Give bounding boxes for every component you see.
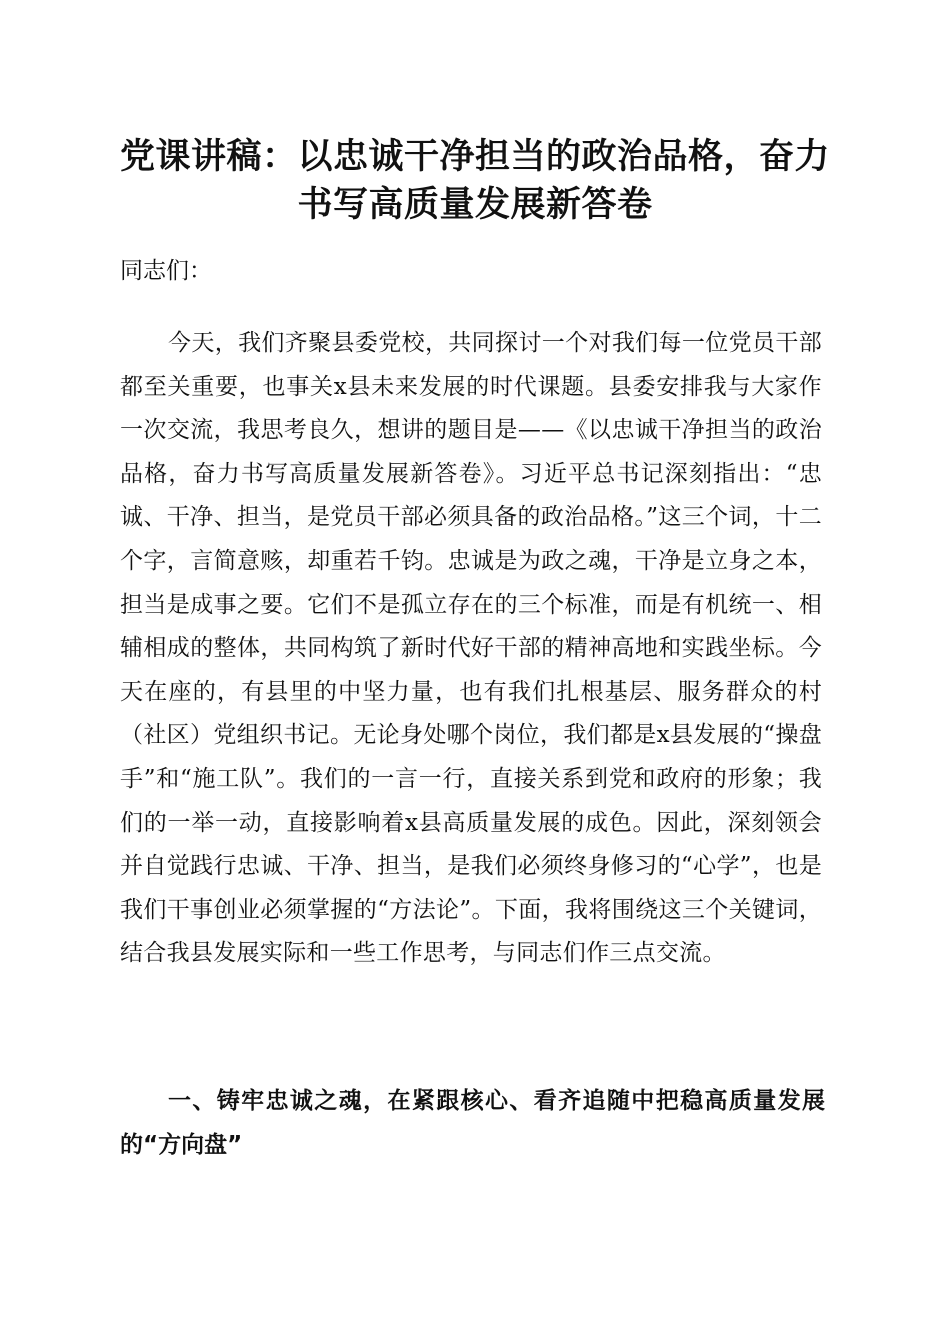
document-title-line-1: 党课讲稿：以忠诚干净担当的政治品格，奋力 xyxy=(119,136,830,177)
document-title-line-2: 书写高质量发展新答卷 xyxy=(297,184,653,225)
document-title xyxy=(110,133,840,229)
greeting: 同志们： xyxy=(120,258,212,284)
body-paragraph: 今天，我们齐聚县委党校，共同探讨一个对我们每一位党员干部都至关重要，也事关x县未来发展的时代课题。县委安排我与大家作一次交流，我思考良久，想讲的题目是——《以忠诚干净担当的政治品格，奋力书写高质量发展新答卷》。习近平总书记深刻指出：“忠诚、干净、担当，是党员干部必须具备的政治品格。”这三个词，十二个字，言简意赅，却重若千钧。忠诚是为政之魂，干净是立身之本，担当是成事之要。它们不是孤立存在的三个标准，而是有机统一、相辅相成的整体，共同构筑了新时代好干部的精神高地和实践坐标。今天在座的，有县里的中坚力量，也有我们扎根基层、服务群众的村（社区）党组织书记。无论身处哪个岗位，我们都是x县发展的“操盘手”和“施工队”。我们的一言一行，直接关系到党和政府的形象；我们的一举一动，直接影响着x县高质量发展的成色。因此，深刻领会并自觉践行忠诚、干净、担当，是我们必须终身修习的“心学”，也是我们干事创业必须掌握的“方法论”。下面，我将围绕这三个关键词，结合我县发展实际和一些工作思考，与同志们作三点交流。 xyxy=(120,330,822,967)
section-heading-1: 一、铸牢忠诚之魂，在紧跟核心、看齐追随中把稳高质量发展的“方向盘” xyxy=(120,1088,825,1158)
